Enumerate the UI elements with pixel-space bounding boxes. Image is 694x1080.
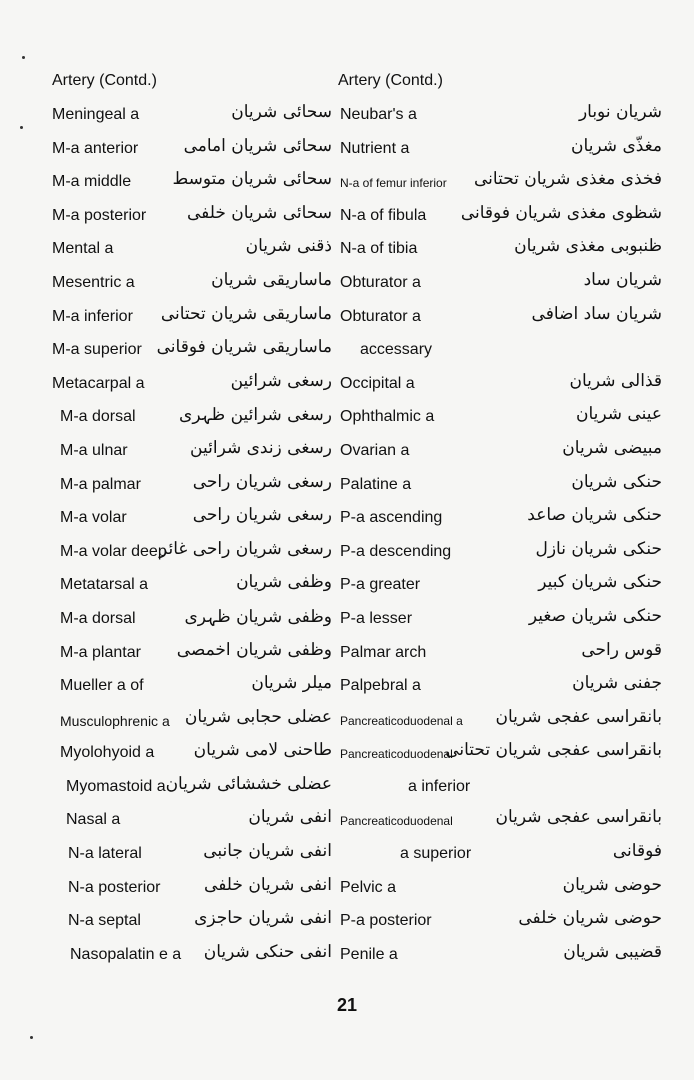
left-english-term: M-a inferior <box>52 307 133 325</box>
left-urdu-term: ماساریقی شریان <box>211 269 332 290</box>
right-urdu-term: بانقراسی عفجی شریان <box>495 807 662 828</box>
entry-row <box>0 302 694 336</box>
left-urdu-term: وظفی شریان ظہری <box>184 606 332 627</box>
left-urdu-term: وظفی شریان اخمصی <box>176 639 332 660</box>
entry-row <box>0 503 694 537</box>
entry-row <box>0 335 694 369</box>
right-urdu-term: ظنبوبی مغذی شریان <box>514 236 662 257</box>
right-column-header: Artery (Contd.) <box>338 72 443 89</box>
left-english-term: Myolohyoid a <box>60 744 155 762</box>
right-urdu-term: حنکی شریان نازل <box>535 538 662 559</box>
entry-row <box>0 839 694 873</box>
entry-row <box>0 201 694 235</box>
left-english-term: Mesentric a <box>52 273 135 291</box>
right-urdu-term: حوضی شریان <box>562 874 662 895</box>
right-urdu-term: بانقراسی عفجی شریان <box>495 706 662 727</box>
right-urdu-term: شظوی مغذی شریان فوقانی <box>460 202 662 223</box>
right-english-term: Occipital a <box>340 374 415 392</box>
left-english-term: N-a lateral <box>68 845 142 863</box>
right-english-term: accessary <box>360 341 433 359</box>
scan-speck <box>30 1036 33 1039</box>
right-english-term: Ophthalmic a <box>340 408 435 426</box>
right-urdu-term: شریان ساد اضافی <box>531 303 662 324</box>
left-urdu-term: عضلی خششائی شریان <box>165 773 332 794</box>
right-english-term: N-a of fibula <box>340 206 427 224</box>
entry-row <box>0 537 694 571</box>
entry-row <box>0 738 694 772</box>
left-english-term: M-a middle <box>52 173 132 191</box>
right-english-term: Obturator a <box>340 273 421 291</box>
left-urdu-term: سحائی شریان امامی <box>183 135 332 156</box>
right-urdu-term: بانقراسی عفجی شریان تحتانی <box>445 740 662 761</box>
right-urdu-term: جفنی شریان <box>572 673 662 694</box>
left-urdu-term: رسغی شرائین <box>230 370 332 391</box>
entry-row <box>0 940 694 974</box>
left-urdu-term: سحائی شریان متوسط <box>172 169 332 190</box>
left-urdu-term: ماساریقی شریان فوقانی <box>156 337 332 358</box>
left-urdu-term: رسغی شریان راحی <box>192 505 332 526</box>
left-english-term: Meningeal a <box>52 106 140 123</box>
right-english-term: P-a posterior <box>340 912 432 930</box>
entry-list <box>0 100 694 973</box>
left-english-term: M-a ulnar <box>60 441 128 459</box>
left-english-term: M-a superior <box>52 341 142 359</box>
entry-row <box>0 234 694 268</box>
left-urdu-term: رسغی شرائین ظہری <box>179 405 332 426</box>
left-english-term: M-a anterior <box>52 139 139 157</box>
entry-row <box>0 100 694 134</box>
entry-row <box>0 268 694 302</box>
left-english-term: Metatarsal a <box>60 576 149 594</box>
left-english-term: Mueller a of <box>60 677 144 695</box>
entry-row <box>0 805 694 839</box>
left-urdu-term: میلر شریان <box>251 673 332 694</box>
entry-row <box>0 873 694 907</box>
entry-row <box>0 671 694 705</box>
right-english-term: Palmar arch <box>340 643 427 661</box>
left-urdu-term: رسغی شریان راحی غائر <box>159 538 332 559</box>
entry-row <box>0 906 694 940</box>
right-english-term: Nutrient a <box>340 139 410 157</box>
right-urdu-term: حنکی شریان کبیر <box>538 572 662 593</box>
left-english-term: Myomastoid a <box>66 777 166 795</box>
right-urdu-term: حنکی شریان <box>571 471 662 492</box>
scan-speck <box>22 56 25 59</box>
entry-row <box>0 134 694 168</box>
right-urdu-term: مبیضی شریان <box>562 437 662 458</box>
left-urdu-term: انفی شریان <box>248 807 332 828</box>
right-urdu-term: فوقانی <box>612 841 662 862</box>
right-urdu-term: عینی شریان <box>576 404 662 425</box>
right-english-term: a superior <box>400 845 472 863</box>
left-urdu-term: ذقنی شریان <box>245 236 332 257</box>
left-english-term: M-a plantar <box>60 643 141 661</box>
left-urdu-term: سحائی شریان خلفی <box>186 202 332 223</box>
left-urdu-term: انفی شریان خلفی <box>204 874 332 895</box>
left-english-term: M-a volar <box>60 509 127 527</box>
right-urdu-term: حنکی شریان صاعد <box>527 505 662 526</box>
right-english-term: Neubar's a <box>340 106 417 123</box>
entry-row <box>0 402 694 436</box>
left-urdu-term: انفی حنکی شریان <box>203 941 332 962</box>
left-urdu-term: طاحنی لامی شریان <box>193 740 332 761</box>
entry-row <box>0 470 694 504</box>
right-urdu-term: حنکی شریان صغیر <box>528 605 662 626</box>
left-english-term: M-a dorsal <box>60 609 136 627</box>
entry-row <box>0 705 694 739</box>
page-number: 21 <box>336 995 358 1015</box>
right-english-term: Penile a <box>340 945 398 963</box>
right-urdu-term: قوس راحی <box>581 639 662 660</box>
right-english-term: P-a lesser <box>340 609 413 627</box>
left-english-term: Nasopalatin e a <box>70 945 182 963</box>
entry-row <box>0 369 694 403</box>
right-english-term: Palpebral a <box>340 677 421 695</box>
right-english-term: N-a of femur inferior <box>340 176 447 191</box>
right-english-term: Pancreaticoduodenal <box>340 747 453 762</box>
left-english-term: N-a septal <box>68 912 141 930</box>
right-urdu-term: قذالی شریان <box>569 370 662 391</box>
entry-row <box>0 604 694 638</box>
entry-row <box>0 167 694 201</box>
right-english-term: P-a descending <box>340 542 452 560</box>
left-urdu-term: ماساریقی شریان تحتانی <box>160 303 332 324</box>
right-urdu-term: مغذّی شریان <box>571 135 662 156</box>
right-english-term: Pancreaticoduodenal <box>340 814 453 829</box>
right-urdu-term: فخذی مغذی شریان تحتانی <box>473 169 662 190</box>
right-english-term: Ovarian a <box>340 441 410 459</box>
left-urdu-term: رسغی زندی شرائین <box>190 437 332 458</box>
entry-row <box>0 570 694 604</box>
left-english-term: N-a posterior <box>68 878 161 896</box>
right-english-term: P-a greater <box>340 576 421 594</box>
right-english-term: a inferior <box>408 777 471 795</box>
left-english-term: M-a dorsal <box>60 408 136 426</box>
right-urdu-term: حوضی شریان خلفی <box>518 908 662 929</box>
left-urdu-term: وظفی شریان <box>236 572 332 593</box>
left-urdu-term: سحائی شریان <box>231 102 332 122</box>
left-urdu-term: رسغی شریان راحی <box>192 471 332 492</box>
left-column-header: Artery (Contd.) <box>52 72 157 89</box>
entry-row <box>0 436 694 470</box>
right-english-term: Pancreaticoduodenal a <box>340 713 463 728</box>
right-english-term: Pelvic a <box>340 878 397 896</box>
right-urdu-term: شریان ساد <box>583 269 662 290</box>
entry-row <box>0 638 694 672</box>
right-urdu-term: قضیبی شریان <box>563 941 662 962</box>
right-urdu-term: شریان نوبار <box>578 102 662 122</box>
left-english-term: Nasal a <box>66 811 121 829</box>
left-urdu-term: عضلی حجابی شریان <box>184 706 332 727</box>
left-english-term: M-a volar deep <box>60 542 167 560</box>
left-english-term: Musculophrenic a <box>60 712 170 729</box>
left-english-term: Metacarpal a <box>52 374 145 392</box>
left-urdu-term: انفی شریان حاجزی <box>194 908 332 929</box>
right-english-term: Palatine a <box>340 475 412 493</box>
left-urdu-term: انفی شریان جانبی <box>203 841 332 862</box>
left-english-term: Mental a <box>52 240 114 258</box>
left-english-term: M-a palmar <box>60 475 141 493</box>
right-english-term: P-a ascending <box>340 509 443 527</box>
right-english-term: N-a of tibia <box>340 240 418 258</box>
right-english-term: Obturator a <box>340 307 421 325</box>
left-english-term: M-a posterior <box>52 206 147 224</box>
entry-row <box>0 772 694 806</box>
